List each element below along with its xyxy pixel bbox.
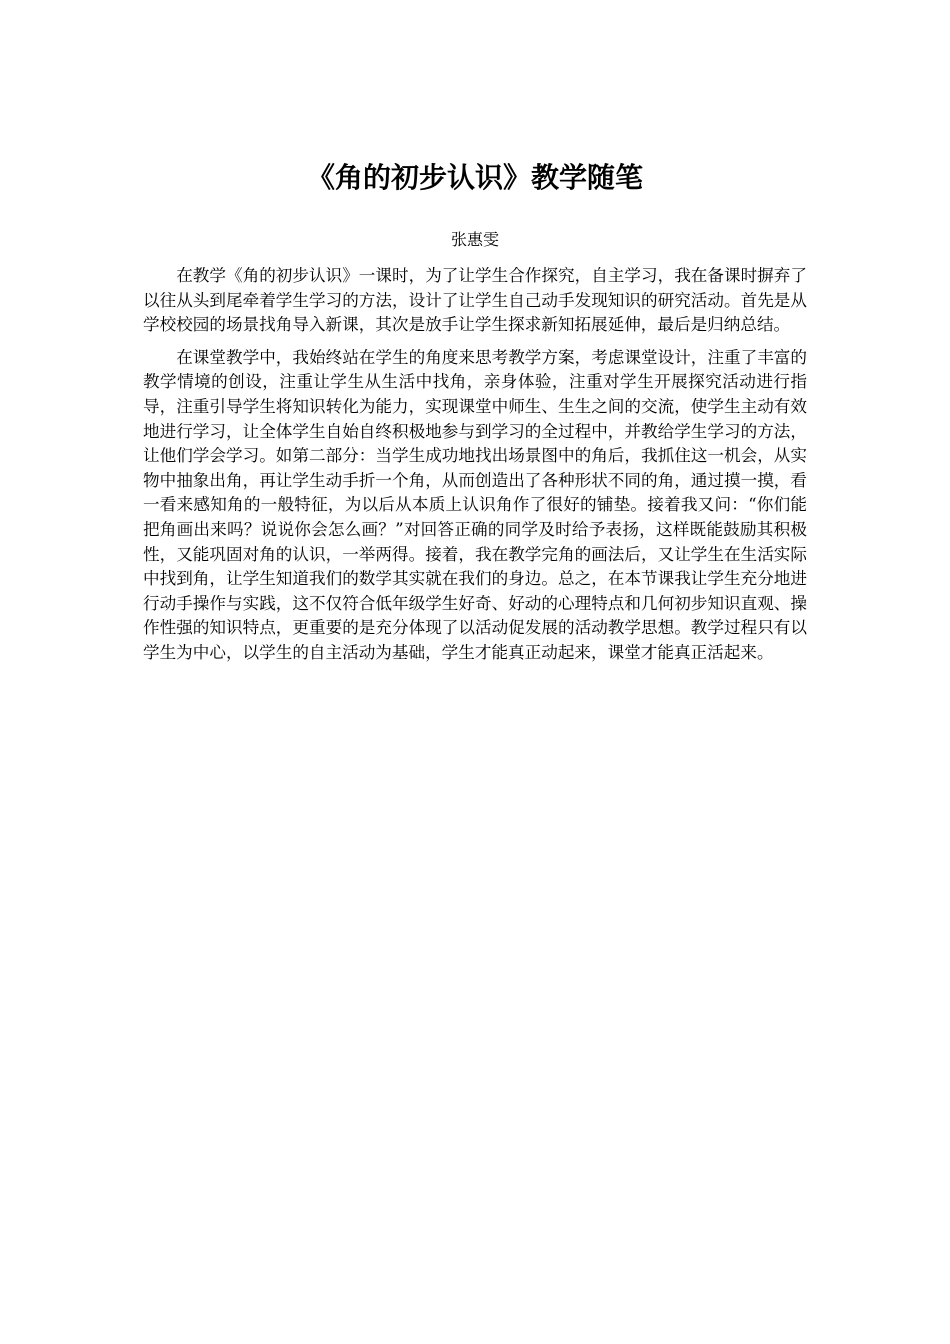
document-author: 张惠雯 — [450, 230, 499, 249]
document-body — [143, 264, 807, 674]
body-paragraph-2: 在课堂教学中，我始终站在学生的角度来思考教学方案，考虑课堂设计，注重了丰富的教学情境的创设，注重让学生从生活中找角，亲身体验，注重对学生开展探究活动进行指导，注重引导学生将知识转化为能力，实现课堂中师生、生生之间的交流，使学生主动有效地进行学习，让全体学生自始自终积极地参与到学习的全过程中，并教给学生学习的方法，让他们学会学习。如第二部分：当学生成功地找出场景图中的角后，我抓住这一机会，从实物中抽象出角，再让学生动手折一个角，从而创造出了各种形状不同的角，通过摸一摸，看一看来感知角的一般特征，为以后从本质上认识角作了很好的铺垫。接着我又问：“你们能把角画出来吗？说说你会怎么画？”对回答正确的同学及时给予表扬，这样既能鼓励其积极性，又能巩固对角的认识，一举两得。接着，我在教学完角的画法后，又让学生在生活实际中找到角，让学生知道我们的数学其实就在我们的身边。总之，在本节课我让学生充分地进行动手操作与实践，这不仅符合低年级学生好奇、好动的心理特点和几何初步知识直观、操作性强的知识特点，更重要的是充分体现了以活动促发展的活动教学思想。教学过程只有以学生为中心，以学生的自主活动为基础，学生才能真正动起来，课堂才能真正活起来。 — [143, 347, 807, 662]
body-paragraph-1: 在教学《角的初步认识》一课时，为了让学生合作探究，自主学习，我在备课时摒弃了以往从头到尾牵着学生学习的方法，设计了让学生自己动手发现知识的研究活动。首先是从学校校园的场景找角导入新课，其次是放手让学生探求新知拓展延伸，最后是归纳总结。 — [143, 266, 807, 335]
document-title: 《角的初步认识》教学随笔 — [306, 161, 643, 194]
